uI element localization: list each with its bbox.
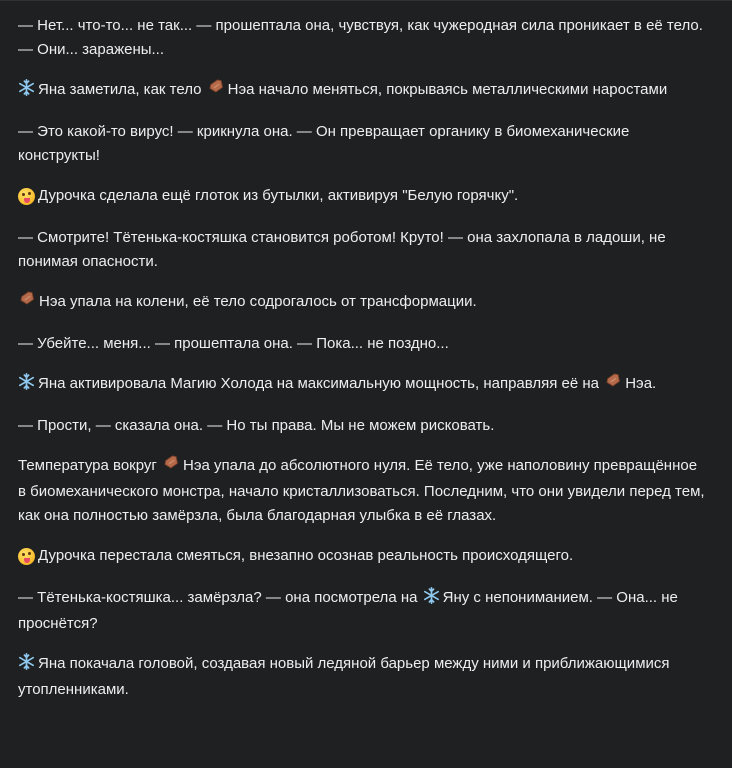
paragraph-13: [18, 652, 708, 702]
paragraph-text: Дурочка перестала смеяться, внезапно осознав реальность происходящего.: [38, 547, 574, 564]
snowflake-icon: [18, 79, 35, 104]
paragraph-5: [18, 226, 708, 274]
paragraph-text: Яна активировала Магию Холода на максимальную мощность, направляя её на: [38, 375, 604, 392]
paragraph-4: [18, 184, 708, 210]
coffin-icon: [18, 291, 36, 316]
paragraph-text: — Тётенька-костяшка... замёрзла? — она посмотрела на: [18, 589, 422, 606]
paragraph-11: [18, 544, 708, 570]
paragraph-text: Дурочка сделала ещё глоток из бутылки, активируя "Белую горячку".: [38, 187, 519, 204]
paragraph-10: [18, 454, 708, 528]
paragraph-text: Нэа упала на колени, её тело содрогалось от трансформации.: [39, 293, 477, 310]
paragraph-3: [18, 120, 708, 168]
paragraph-text: Нэа начало меняться, покрываясь металлическими наростами: [227, 81, 668, 98]
paragraph-2: [18, 78, 708, 104]
paragraph-9: [18, 414, 708, 438]
coffin-icon: [162, 455, 180, 480]
snowflake-icon: [423, 587, 440, 612]
top-divider: [0, 0, 732, 1]
paragraph-12: [18, 586, 708, 636]
paragraph-text: Нэа упала до абсолютного нуля. Её тело, уже наполовину превращённое в биомеханического монстра, начало кристаллизоваться. Последним, что они увидели перед тем, как она полностью замёрзла, была благодарная улыбка в её глазах.: [18, 457, 705, 524]
paragraph-text: — Убейте... меня... — прошептала она. — Пока... не поздно...: [18, 335, 449, 352]
paragraph-text: Яна заметила, как тело: [38, 81, 206, 98]
paragraph-text: — Это какой-то вирус! — крикнула она. — Он превращает органику в биомеханические конструкты!: [18, 123, 630, 164]
snowflake-icon: [18, 653, 35, 678]
paragraph-text: Нэа.: [625, 375, 657, 392]
paragraph-text: Температура вокруг: [18, 457, 162, 474]
paragraph-text: — Нет... что-то... не так... — прошептала она, чувствуя, как чужеродная сила проникает в её тело. — Они... заражены...: [18, 17, 703, 58]
paragraph-text: — Смотрите! Тётенька-костяшка становится роботом! Круто! — она захлопала в ладоши, не понимая опасности.: [18, 229, 666, 270]
paragraph-text: Яна покачала головой, создавая новый ледяной барьер между ними и приближающимися утопленниками.: [18, 655, 670, 698]
snowflake-icon: [18, 373, 35, 398]
paragraph-1: [18, 14, 708, 62]
paragraph-8: [18, 372, 708, 398]
paragraph-6: [18, 290, 708, 316]
message-body: [18, 14, 708, 718]
paragraph-7: [18, 332, 708, 356]
zany-face-icon: [18, 546, 35, 570]
paragraph-text: Яну с непониманием. — Она... не проснётся?: [18, 589, 678, 632]
zany-face-icon: [18, 186, 35, 210]
paragraph-text: — Прости, — сказала она. — Но ты права. Мы не можем рисковать.: [18, 417, 495, 434]
coffin-icon: [207, 79, 225, 104]
coffin-icon: [604, 373, 622, 398]
